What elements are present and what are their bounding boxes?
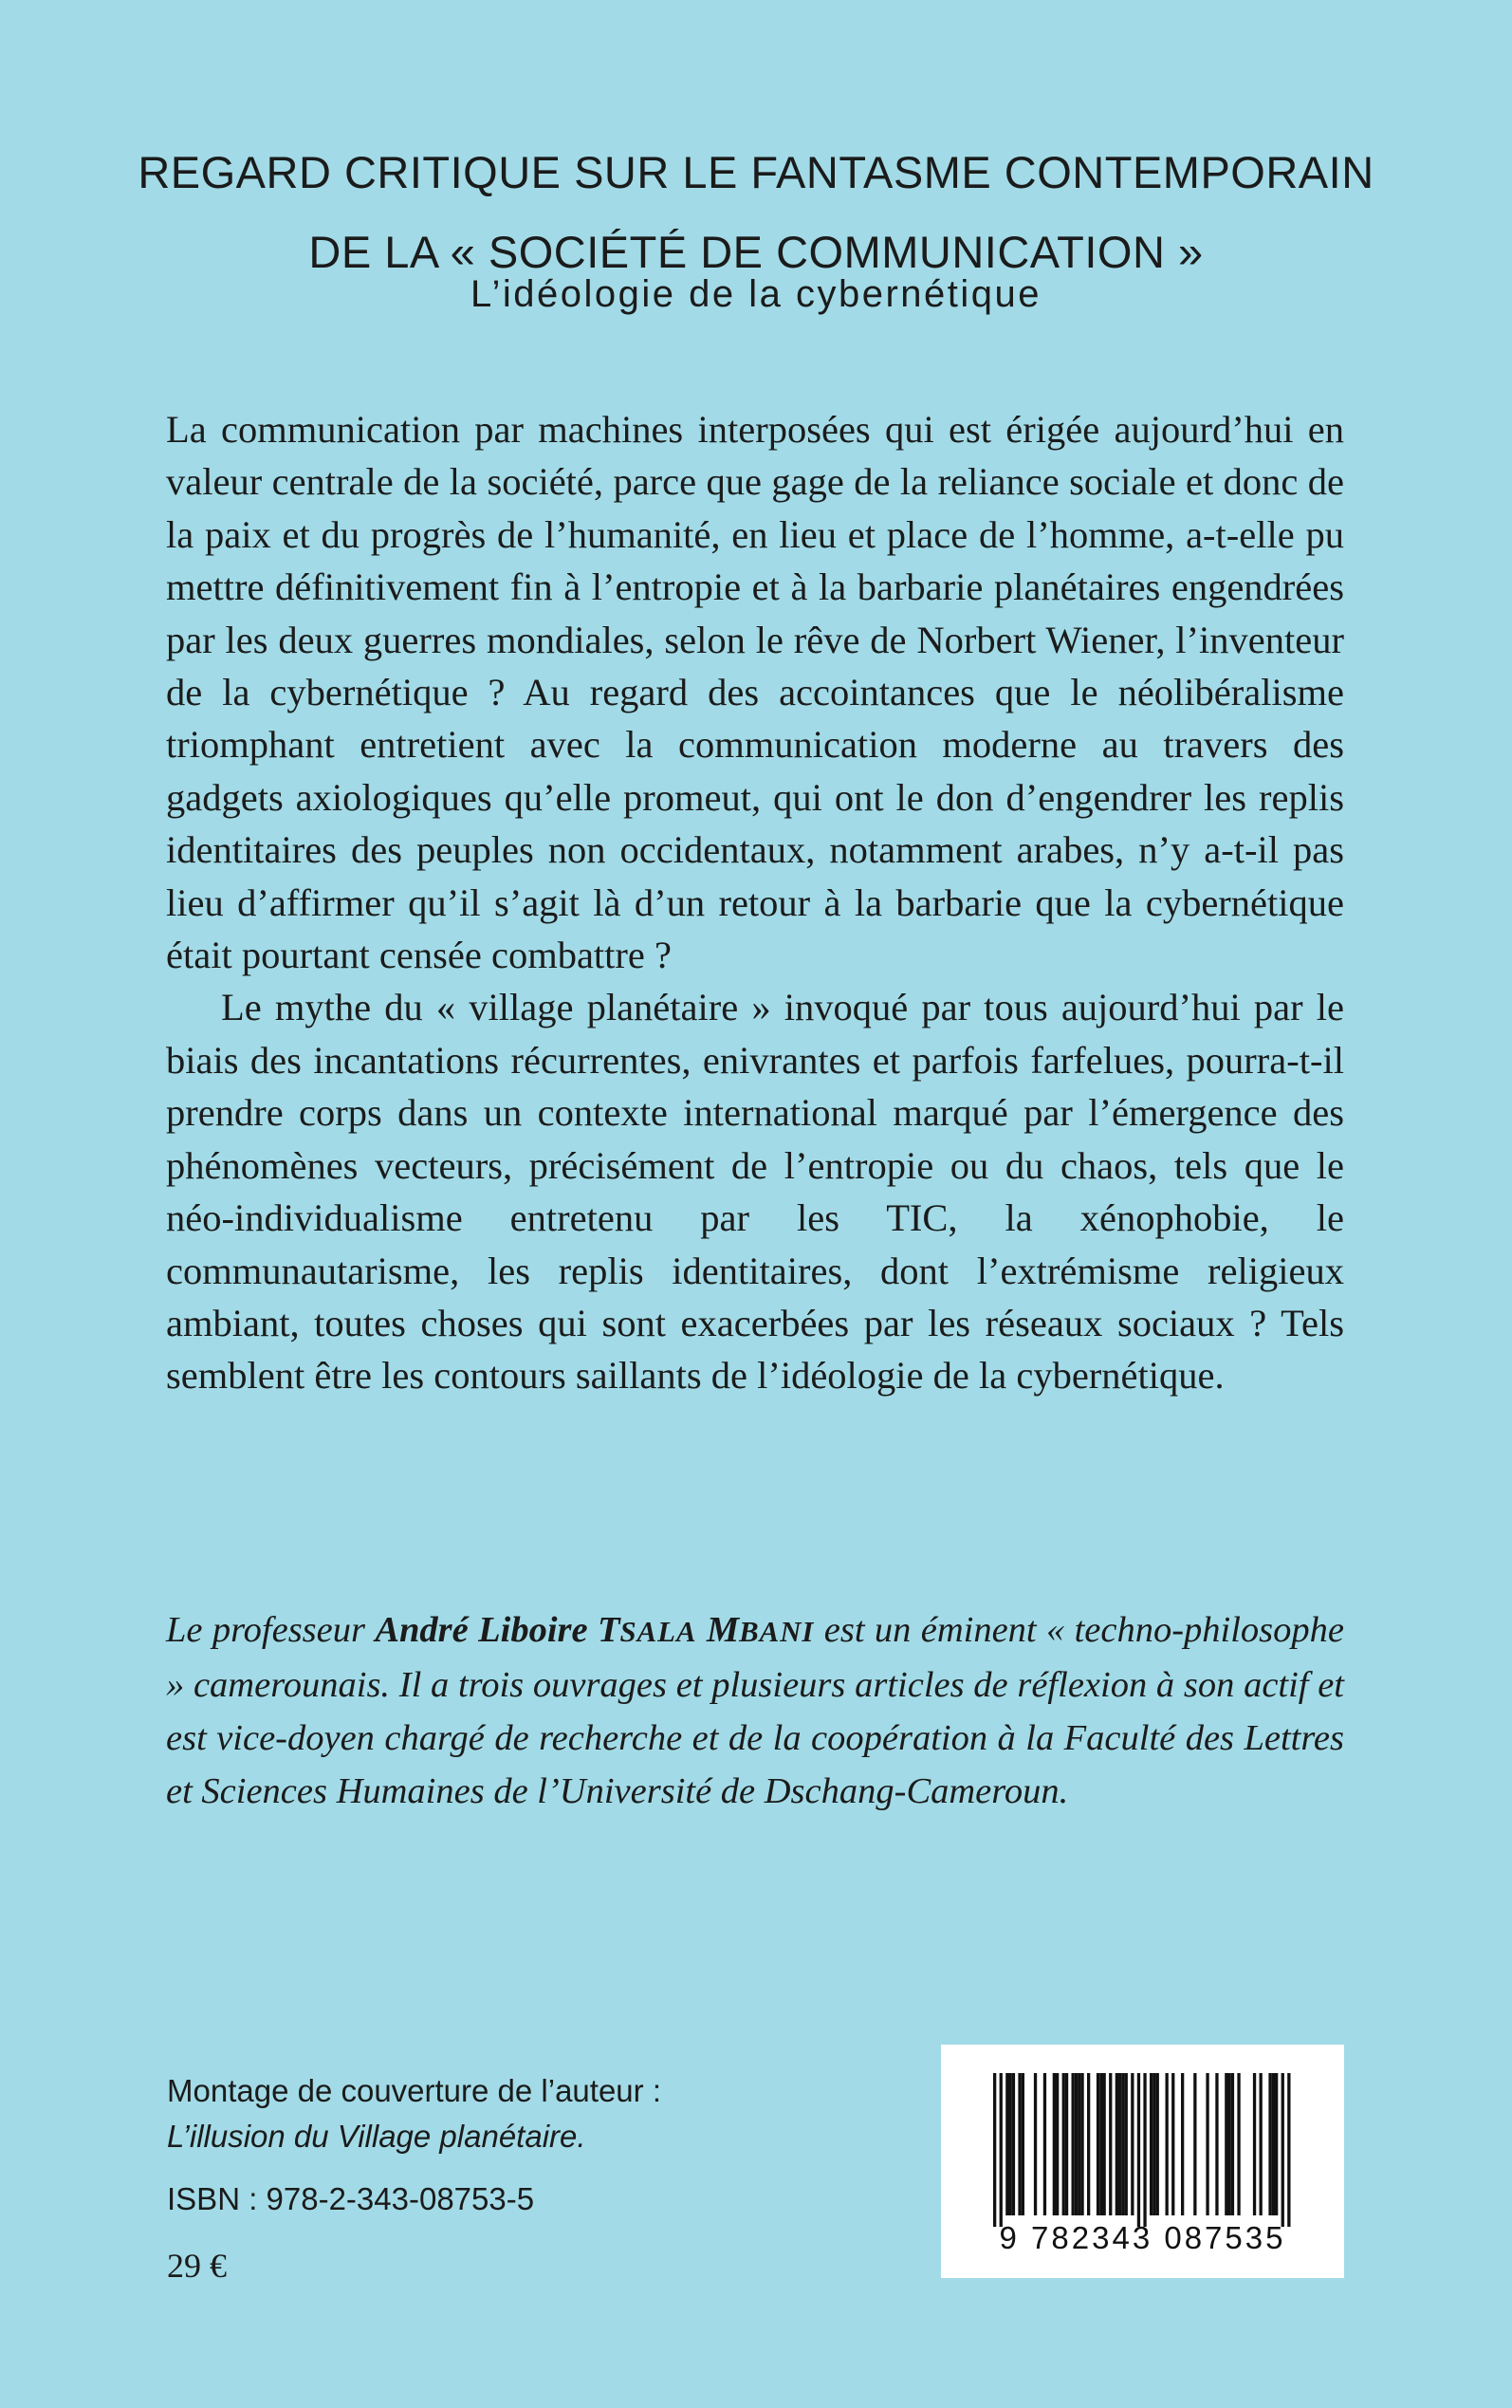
barcode-bar (1005, 2073, 1008, 2215)
barcode-bar (1275, 2073, 1278, 2215)
price: 29 € (167, 2247, 227, 2285)
barcode-bar (1062, 2073, 1065, 2215)
barcode-bar (1268, 2073, 1271, 2215)
barcode-bar (1231, 2073, 1234, 2215)
barcode-bar (1156, 2073, 1159, 2215)
barcode-bar (1137, 2073, 1140, 2227)
barcode-bar (1056, 2073, 1059, 2215)
blurb-paragraph-2: Le mythe du « village planétaire » invoqué par tous aujourd’hui par le biais des incantations récurrentes, enivrantes et parfois farfelues, pourra-t-il prendre corps dans un contexte international marqué par l’émergence des phénomènes vecteurs, précisément de l’entropie ou du chaos, tels que le néo-individualisme entretenu par les TIC, la xénophobie, le communautarisme, les replis identitaires, dont l’extrémisme religieux ambiant, toutes choses qui sont exacerbées par les réseaux sociaux ? Tels semblent être les contours saillants de l’idéologie de la cybernétique. (166, 986, 1344, 1398)
author-bio (166, 1603, 1344, 1818)
barcode-bar (1215, 2073, 1218, 2215)
barcode-bar (1080, 2073, 1083, 2215)
barcode-bar (1272, 2073, 1275, 2215)
barcode-bar (1000, 2073, 1003, 2227)
barcode-bar (1121, 2073, 1124, 2215)
barcode-bar (1087, 2073, 1090, 2215)
barcode-bar (1034, 2073, 1037, 2215)
barcode-bar (1260, 2073, 1263, 2215)
barcode-bar (1206, 2073, 1208, 2215)
blurb-paragraph-1: La communication par machines interposées qui est érigée aujourd’hui en valeur centrale de la société, parce que gage de la reliance sociale et donc de la paix et du progrès de l’humanité, en lieu et place de l’homme, a-t-elle pu mettre définitivement fin à l’entropie et à la barbarie planétaires engendrées par les deux guerres mondiales, selon le rêve de Norbert Wiener, l’inventeur de la cybernétique ? Au regard des accointances que le néolibéralisme triomphant entretient avec la communication moderne au travers des gadgets axiologiques qu’elle promeut, qui ont le don d’engendrer les replis identitaires des peuples non occidentaux, notamment arabes, n’y a-t-il pas lieu d’affirmer qu’il s’agit là d’un retour à la barbarie que la cybernétique était pourtant censée combattre ? (166, 408, 1344, 977)
title-line-1: REGARD CRITIQUE SUR LE FANTASME CONTEMPORAIN (138, 147, 1374, 197)
barcode-bar (1075, 2073, 1078, 2215)
barcode-bar (1022, 2073, 1024, 2215)
blurb (166, 403, 1344, 1402)
barcode-bar (1018, 2073, 1021, 2215)
barcode-bar (1118, 2073, 1121, 2215)
barcode (941, 2045, 1344, 2278)
barcode-bar (1181, 2073, 1184, 2215)
credit-line-1: Montage de couverture de l’auteur : (167, 2073, 661, 2108)
barcode-bar (1043, 2073, 1046, 2215)
bio-prefix: Le professeur (166, 1610, 376, 1650)
barcode-bar (1150, 2073, 1152, 2215)
author-name: André Liboire TSALA MBANI (375, 1610, 815, 1650)
barcode-bar (1166, 2073, 1169, 2215)
barcode-bar (993, 2073, 996, 2227)
barcode-bar (1282, 2073, 1284, 2227)
barcode-digits: 9 782343 087535 (999, 2220, 1286, 2255)
barcode-bar (1109, 2073, 1112, 2215)
barcode-bar (1065, 2073, 1068, 2215)
barcode-bar (1171, 2073, 1174, 2215)
barcode-bar (1078, 2073, 1080, 2215)
barcode-bar (1125, 2073, 1128, 2215)
barcode-bar (1152, 2073, 1155, 2215)
barcode-bar (1116, 2073, 1118, 2215)
bio-text: est un éminent « techno-philosophe » camerounais. Il a trois ouvrages et plusieurs articles de réflexion à son actif et est vice-doyen chargé de recherche et de la coopération à la Faculté des Lettres et Sciences Humaines de l’Université de Dschang-Cameroun. (166, 1610, 1344, 1811)
subtitle: L’idéologie de la cybernétique (470, 273, 1042, 315)
cover-credit (167, 2068, 661, 2159)
isbn: ISBN : 978-2-343-08753-5 (167, 2181, 535, 2216)
barcode-bar (1009, 2073, 1012, 2215)
barcode-bar (1225, 2073, 1227, 2215)
barcode-bar (1193, 2073, 1196, 2215)
barcode-bar (1053, 2073, 1056, 2215)
barcode-bar (1072, 2073, 1075, 2215)
barcode-bar (1103, 2073, 1106, 2215)
credit-line-2: L’illusion du Village planétaire. (167, 2119, 586, 2154)
barcode-bar (1143, 2073, 1146, 2227)
barcode-bar (1287, 2073, 1290, 2227)
barcode-bar (1131, 2073, 1134, 2215)
barcode-bar (1097, 2073, 1099, 2215)
barcode-bar (1253, 2073, 1256, 2215)
barcode-bar (1099, 2073, 1102, 2215)
back-cover-title (57, 133, 1455, 292)
title-line-2: DE LA « SOCIÉTÉ DE COMMUNICATION » (308, 227, 1204, 277)
barcode-bar (1237, 2073, 1240, 2215)
barcode-bar (1012, 2073, 1015, 2215)
barcode-bar (1228, 2073, 1231, 2215)
